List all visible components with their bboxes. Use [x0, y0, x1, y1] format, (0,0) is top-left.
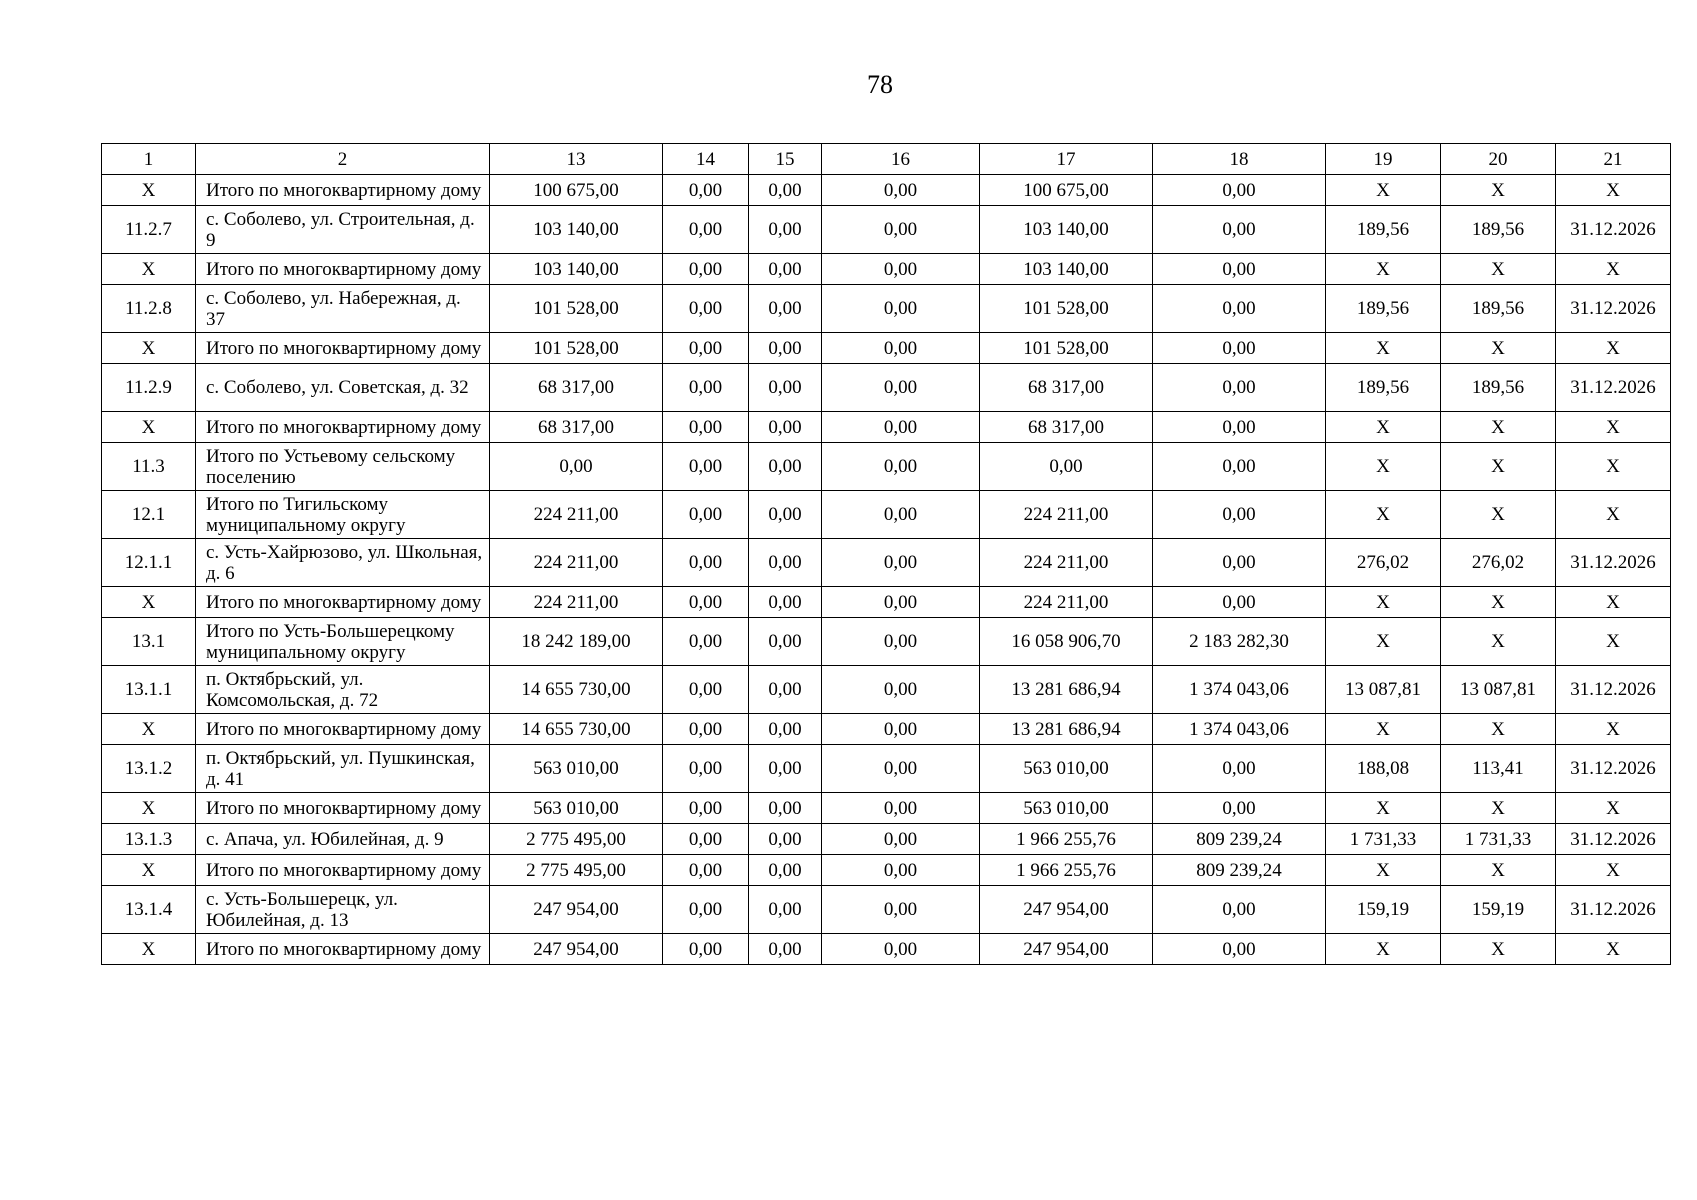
cell-col-19: Х	[1326, 443, 1441, 491]
cell-col-name: п. Октябрьский, ул. Комсомольская, д. 72	[196, 666, 490, 714]
cell-col-name: Итого по многоквартирному дому	[196, 855, 490, 886]
cell-col-18: 0,00	[1153, 745, 1326, 793]
cell-col-19: 189,56	[1326, 364, 1441, 412]
cell-col-18: 0,00	[1153, 587, 1326, 618]
header-cell-col-21: 21	[1556, 144, 1671, 175]
cell-col-name: с. Усть-Большерецк, ул. Юбилейная, д. 13	[196, 886, 490, 934]
cell-col-15: 0,00	[749, 745, 822, 793]
cell-col-number: 11.2.8	[102, 285, 196, 333]
table-row	[102, 666, 1671, 714]
cell-col-name: с. Соболево, ул. Советская, д. 32	[196, 364, 490, 412]
table-body	[102, 144, 1671, 965]
cell-col-16: 0,00	[822, 206, 980, 254]
cell-col-15: 0,00	[749, 666, 822, 714]
table-row	[102, 285, 1671, 333]
cell-col-19: Х	[1326, 333, 1441, 364]
cell-col-19: Х	[1326, 412, 1441, 443]
cell-col-13: 101 528,00	[490, 333, 663, 364]
cell-col-17: 224 211,00	[980, 539, 1153, 587]
cell-col-13: 100 675,00	[490, 175, 663, 206]
cell-col-number: 11.2.7	[102, 206, 196, 254]
cell-col-name: Итого по многоквартирному дому	[196, 934, 490, 965]
cell-col-20: Х	[1441, 443, 1556, 491]
cell-col-20: 189,56	[1441, 206, 1556, 254]
header-cell-col-15: 15	[749, 144, 822, 175]
table-row	[102, 824, 1671, 855]
cell-col-16: 0,00	[822, 934, 980, 965]
cell-col-16: 0,00	[822, 285, 980, 333]
cell-col-14: 0,00	[663, 206, 749, 254]
cell-col-18: 0,00	[1153, 793, 1326, 824]
cell-col-14: 0,00	[663, 539, 749, 587]
cell-col-18: 0,00	[1153, 333, 1326, 364]
cell-col-21: Х	[1556, 175, 1671, 206]
cell-col-15: 0,00	[749, 824, 822, 855]
cell-col-17: 101 528,00	[980, 333, 1153, 364]
cell-col-15: 0,00	[749, 175, 822, 206]
cell-col-number: 13.1.4	[102, 886, 196, 934]
cell-col-14: 0,00	[663, 745, 749, 793]
cell-col-14: 0,00	[663, 793, 749, 824]
table-row	[102, 333, 1671, 364]
table-row	[102, 745, 1671, 793]
cell-col-18: 0,00	[1153, 443, 1326, 491]
cell-col-18: 0,00	[1153, 886, 1326, 934]
cell-col-21: Х	[1556, 587, 1671, 618]
cell-col-15: 0,00	[749, 491, 822, 539]
cell-col-14: 0,00	[663, 412, 749, 443]
cell-col-17: 247 954,00	[980, 886, 1153, 934]
cell-col-15: 0,00	[749, 443, 822, 491]
table-row	[102, 491, 1671, 539]
cell-col-21: 31.12.2026	[1556, 745, 1671, 793]
table-row	[102, 254, 1671, 285]
cell-col-number: Х	[102, 934, 196, 965]
cell-col-13: 224 211,00	[490, 539, 663, 587]
table-row	[102, 855, 1671, 886]
cell-col-16: 0,00	[822, 618, 980, 666]
cell-col-13: 224 211,00	[490, 587, 663, 618]
cell-col-15: 0,00	[749, 412, 822, 443]
cell-col-number: 13.1.1	[102, 666, 196, 714]
cell-col-13: 103 140,00	[490, 254, 663, 285]
cell-col-15: 0,00	[749, 333, 822, 364]
cell-col-20: Х	[1441, 254, 1556, 285]
cell-col-19: 189,56	[1326, 206, 1441, 254]
cell-col-16: 0,00	[822, 666, 980, 714]
cell-col-number: Х	[102, 254, 196, 285]
cell-col-20: Х	[1441, 491, 1556, 539]
table-row	[102, 206, 1671, 254]
cell-col-name: Итого по многоквартирному дому	[196, 793, 490, 824]
header-cell-col-name: 2	[196, 144, 490, 175]
cell-col-18: 0,00	[1153, 254, 1326, 285]
cell-col-18: 0,00	[1153, 285, 1326, 333]
cell-col-17: 224 211,00	[980, 491, 1153, 539]
cell-col-number: Х	[102, 412, 196, 443]
table-row	[102, 364, 1671, 412]
cell-col-14: 0,00	[663, 855, 749, 886]
header-cell-col-16: 16	[822, 144, 980, 175]
cell-col-name: Итого по многоквартирному дому	[196, 333, 490, 364]
cell-col-13: 18 242 189,00	[490, 618, 663, 666]
cell-col-19: Х	[1326, 855, 1441, 886]
cell-col-19: Х	[1326, 934, 1441, 965]
table-row	[102, 443, 1671, 491]
cell-col-number: 13.1	[102, 618, 196, 666]
cell-col-20: Х	[1441, 412, 1556, 443]
cell-col-20: Х	[1441, 175, 1556, 206]
cell-col-17: 100 675,00	[980, 175, 1153, 206]
header-cell-col-14: 14	[663, 144, 749, 175]
cell-col-name: с. Апача, ул. Юбилейная, д. 9	[196, 824, 490, 855]
cell-col-name: Итого по многоквартирному дому	[196, 254, 490, 285]
cell-col-16: 0,00	[822, 587, 980, 618]
cell-col-14: 0,00	[663, 491, 749, 539]
cell-col-13: 563 010,00	[490, 793, 663, 824]
cell-col-13: 224 211,00	[490, 491, 663, 539]
cell-col-number: Х	[102, 714, 196, 745]
cell-col-name: Итого по многоквартирному дому	[196, 175, 490, 206]
cell-col-14: 0,00	[663, 333, 749, 364]
cell-col-18: 0,00	[1153, 175, 1326, 206]
table-row	[102, 886, 1671, 934]
cell-col-name: п. Октябрьский, ул. Пушкинская, д. 41	[196, 745, 490, 793]
cell-col-16: 0,00	[822, 745, 980, 793]
cell-col-18: 0,00	[1153, 206, 1326, 254]
cell-col-13: 68 317,00	[490, 412, 663, 443]
table-row	[102, 618, 1671, 666]
cell-col-name: с. Усть-Хайрюзово, ул. Школьная, д. 6	[196, 539, 490, 587]
cell-col-number: Х	[102, 587, 196, 618]
cell-col-16: 0,00	[822, 714, 980, 745]
cell-col-16: 0,00	[822, 364, 980, 412]
cell-col-21: 31.12.2026	[1556, 206, 1671, 254]
cell-col-14: 0,00	[663, 824, 749, 855]
cell-col-14: 0,00	[663, 587, 749, 618]
cell-col-18: 2 183 282,30	[1153, 618, 1326, 666]
cell-col-13: 103 140,00	[490, 206, 663, 254]
cell-col-name: Итого по многоквартирному дому	[196, 412, 490, 443]
cell-col-18: 809 239,24	[1153, 824, 1326, 855]
cell-col-14: 0,00	[663, 666, 749, 714]
cell-col-20: Х	[1441, 934, 1556, 965]
cell-col-14: 0,00	[663, 886, 749, 934]
cell-col-15: 0,00	[749, 886, 822, 934]
header-cell-col-20: 20	[1441, 144, 1556, 175]
header-cell-col-19: 19	[1326, 144, 1441, 175]
cell-col-15: 0,00	[749, 587, 822, 618]
cell-col-name: Итого по Усть-Большерецкому муниципальному округу	[196, 618, 490, 666]
cell-col-number: 13.1.2	[102, 745, 196, 793]
cell-col-21: 31.12.2026	[1556, 824, 1671, 855]
cell-col-15: 0,00	[749, 539, 822, 587]
cell-col-21: Х	[1556, 855, 1671, 886]
cell-col-21: Х	[1556, 714, 1671, 745]
cell-col-20: 1 731,33	[1441, 824, 1556, 855]
cell-col-number: 12.1.1	[102, 539, 196, 587]
cell-col-14: 0,00	[663, 175, 749, 206]
cell-col-name: с. Соболево, ул. Строительная, д. 9	[196, 206, 490, 254]
cell-col-20: Х	[1441, 855, 1556, 886]
cell-col-14: 0,00	[663, 934, 749, 965]
cell-col-19: 159,19	[1326, 886, 1441, 934]
cell-col-21: Х	[1556, 793, 1671, 824]
cell-col-16: 0,00	[822, 333, 980, 364]
cell-col-21: Х	[1556, 254, 1671, 285]
cell-col-17: 1 966 255,76	[980, 855, 1153, 886]
cell-col-18: 1 374 043,06	[1153, 666, 1326, 714]
cell-col-17: 103 140,00	[980, 254, 1153, 285]
cell-col-21: 31.12.2026	[1556, 886, 1671, 934]
cell-col-14: 0,00	[663, 364, 749, 412]
cell-col-21: 31.12.2026	[1556, 539, 1671, 587]
cell-col-17: 13 281 686,94	[980, 714, 1153, 745]
cell-col-16: 0,00	[822, 855, 980, 886]
cell-col-21: Х	[1556, 618, 1671, 666]
cell-col-14: 0,00	[663, 443, 749, 491]
header-cell-col-18: 18	[1153, 144, 1326, 175]
cell-col-17: 0,00	[980, 443, 1153, 491]
cell-col-number: Х	[102, 793, 196, 824]
cell-col-14: 0,00	[663, 714, 749, 745]
cell-col-13: 563 010,00	[490, 745, 663, 793]
cell-col-17: 1 966 255,76	[980, 824, 1153, 855]
cell-col-number: 12.1	[102, 491, 196, 539]
cell-col-17: 68 317,00	[980, 364, 1153, 412]
cell-col-17: 68 317,00	[980, 412, 1153, 443]
cell-col-13: 14 655 730,00	[490, 666, 663, 714]
cell-col-21: Х	[1556, 934, 1671, 965]
cell-col-20: 276,02	[1441, 539, 1556, 587]
cell-col-18: 0,00	[1153, 934, 1326, 965]
cell-col-16: 0,00	[822, 886, 980, 934]
cell-col-16: 0,00	[822, 491, 980, 539]
cell-col-13: 2 775 495,00	[490, 855, 663, 886]
cell-col-name: Итого по Устьевому сельскому поселению	[196, 443, 490, 491]
cell-col-13: 0,00	[490, 443, 663, 491]
cell-col-number: Х	[102, 333, 196, 364]
cell-col-19: Х	[1326, 793, 1441, 824]
cell-col-18: 0,00	[1153, 539, 1326, 587]
cell-col-17: 16 058 906,70	[980, 618, 1153, 666]
cell-col-17: 224 211,00	[980, 587, 1153, 618]
cell-col-15: 0,00	[749, 206, 822, 254]
cell-col-19: 188,08	[1326, 745, 1441, 793]
cell-col-20: 113,41	[1441, 745, 1556, 793]
cell-col-15: 0,00	[749, 618, 822, 666]
cell-col-13: 247 954,00	[490, 886, 663, 934]
cell-col-16: 0,00	[822, 824, 980, 855]
cell-col-13: 14 655 730,00	[490, 714, 663, 745]
cell-col-number: Х	[102, 175, 196, 206]
cell-col-20: Х	[1441, 793, 1556, 824]
cell-col-21: Х	[1556, 333, 1671, 364]
cell-col-16: 0,00	[822, 412, 980, 443]
cell-col-name: с. Соболево, ул. Набережная, д. 37	[196, 285, 490, 333]
cell-col-20: 189,56	[1441, 364, 1556, 412]
cell-col-16: 0,00	[822, 254, 980, 285]
header-cell-col-13: 13	[490, 144, 663, 175]
cell-col-name: Итого по многоквартирному дому	[196, 714, 490, 745]
cell-col-18: 0,00	[1153, 364, 1326, 412]
cell-col-17: 103 140,00	[980, 206, 1153, 254]
cell-col-17: 563 010,00	[980, 745, 1153, 793]
cell-col-16: 0,00	[822, 175, 980, 206]
cell-col-20: 159,19	[1441, 886, 1556, 934]
cell-col-15: 0,00	[749, 285, 822, 333]
cell-col-number: 11.3	[102, 443, 196, 491]
cell-col-15: 0,00	[749, 364, 822, 412]
page-number: 78	[867, 70, 893, 99]
cell-col-name: Итого по Тигильскому муниципальному округу	[196, 491, 490, 539]
table-row	[102, 587, 1671, 618]
cell-col-number: 13.1.3	[102, 824, 196, 855]
cell-col-18: 0,00	[1153, 491, 1326, 539]
cell-col-name: Итого по многоквартирному дому	[196, 587, 490, 618]
cell-col-19: Х	[1326, 175, 1441, 206]
data-table	[101, 143, 1671, 965]
cell-col-13: 101 528,00	[490, 285, 663, 333]
cell-col-21: 31.12.2026	[1556, 285, 1671, 333]
cell-col-13: 68 317,00	[490, 364, 663, 412]
table-row	[102, 175, 1671, 206]
cell-col-20: Х	[1441, 618, 1556, 666]
cell-col-20: Х	[1441, 714, 1556, 745]
cell-col-20: 189,56	[1441, 285, 1556, 333]
cell-col-17: 563 010,00	[980, 793, 1153, 824]
cell-col-15: 0,00	[749, 714, 822, 745]
cell-col-19: Х	[1326, 618, 1441, 666]
cell-col-19: Х	[1326, 714, 1441, 745]
table-row	[102, 934, 1671, 965]
cell-col-14: 0,00	[663, 618, 749, 666]
cell-col-18: 809 239,24	[1153, 855, 1326, 886]
table-row	[102, 539, 1671, 587]
cell-col-14: 0,00	[663, 254, 749, 285]
cell-col-21: Х	[1556, 491, 1671, 539]
cell-col-18: 1 374 043,06	[1153, 714, 1326, 745]
cell-col-20: Х	[1441, 333, 1556, 364]
table-row	[102, 412, 1671, 443]
cell-col-15: 0,00	[749, 934, 822, 965]
cell-col-15: 0,00	[749, 254, 822, 285]
cell-col-16: 0,00	[822, 539, 980, 587]
cell-col-16: 0,00	[822, 793, 980, 824]
header-cell-col-number: 1	[102, 144, 196, 175]
cell-col-19: Х	[1326, 491, 1441, 539]
cell-col-19: 189,56	[1326, 285, 1441, 333]
cell-col-number: 11.2.9	[102, 364, 196, 412]
cell-col-17: 247 954,00	[980, 934, 1153, 965]
cell-col-19: 276,02	[1326, 539, 1441, 587]
cell-col-13: 247 954,00	[490, 934, 663, 965]
cell-col-17: 13 281 686,94	[980, 666, 1153, 714]
cell-col-21: 31.12.2026	[1556, 364, 1671, 412]
cell-col-20: Х	[1441, 587, 1556, 618]
cell-col-14: 0,00	[663, 285, 749, 333]
table-row	[102, 793, 1671, 824]
cell-col-19: Х	[1326, 254, 1441, 285]
cell-col-number: Х	[102, 855, 196, 886]
cell-col-21: 31.12.2026	[1556, 666, 1671, 714]
cell-col-20: 13 087,81	[1441, 666, 1556, 714]
cell-col-17: 101 528,00	[980, 285, 1153, 333]
table-row	[102, 714, 1671, 745]
cell-col-19: 13 087,81	[1326, 666, 1441, 714]
cell-col-15: 0,00	[749, 855, 822, 886]
cell-col-16: 0,00	[822, 443, 980, 491]
cell-col-13: 2 775 495,00	[490, 824, 663, 855]
header-cell-col-17: 17	[980, 144, 1153, 175]
cell-col-19: 1 731,33	[1326, 824, 1441, 855]
cell-col-19: Х	[1326, 587, 1441, 618]
table-header-row	[102, 144, 1671, 175]
cell-col-15: 0,00	[749, 793, 822, 824]
cell-col-21: Х	[1556, 412, 1671, 443]
cell-col-18: 0,00	[1153, 412, 1326, 443]
cell-col-21: Х	[1556, 443, 1671, 491]
